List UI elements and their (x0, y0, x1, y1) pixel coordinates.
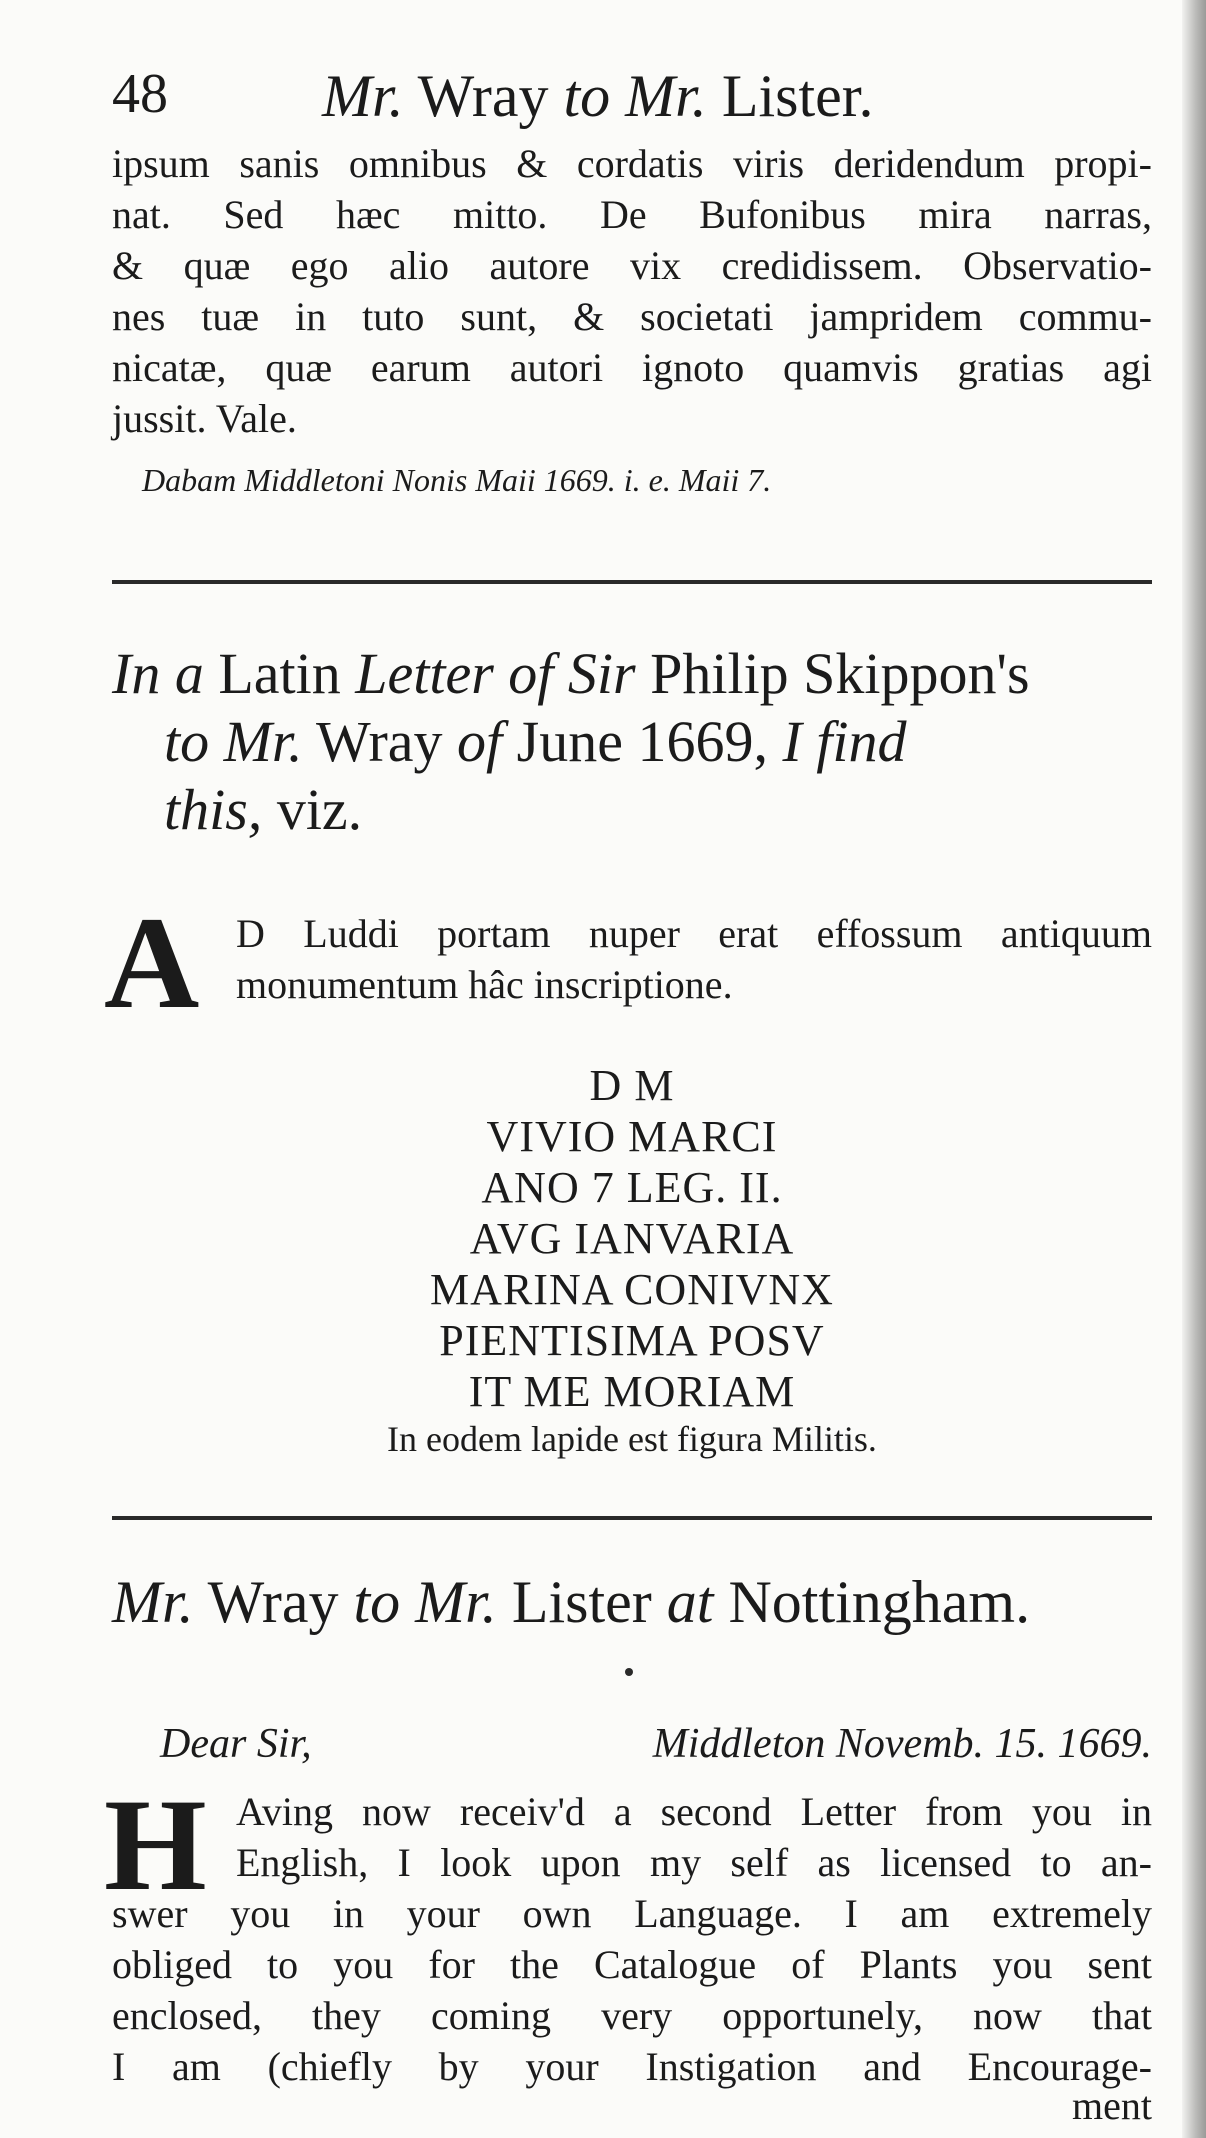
heading2-part: to (353, 1569, 401, 1635)
heading1-line-3 (112, 776, 1152, 844)
paragraph-1 (112, 138, 1152, 444)
para1-line: & quæ ego alio autore vix credidissem. Observatio- (112, 243, 1152, 288)
salutation-row (112, 1720, 1152, 1776)
running-head-mr2: Mr. (610, 63, 707, 129)
para2-line: D Luddi portam nuper erat effossum antiquum (236, 911, 1152, 956)
para3-line: English, I look upon my self as licensed to an- (236, 1840, 1152, 1885)
heading1-part: to Mr. (164, 709, 303, 774)
heading1-part: Philip Skippon's (635, 641, 1030, 706)
heading1-line-1 (112, 640, 1152, 708)
letter-date: Middleton Novemb. 15. 1669. (652, 1721, 1152, 1767)
inscription-line: D M (589, 1061, 675, 1110)
para1-line: nat. Sed hæc mitto. De Bufonibus mira narras, (112, 192, 1152, 237)
heading-skippon-letter (112, 640, 1152, 844)
salutation: Dear Sir, (160, 1721, 312, 1767)
para1-line: nicatæ, quæ earum autori ignoto quamvis gratias agi (112, 345, 1152, 390)
heading-wray-to-lister (112, 1568, 1152, 1636)
divider-rule-1 (112, 580, 1152, 584)
paragraph-3 (112, 1786, 1152, 2092)
ornament-dot (625, 1668, 633, 1676)
heading2-part: at (666, 1569, 714, 1635)
para3-line: I am (chiefly by your Instigation and Encourage- (112, 2044, 1152, 2089)
page-number: 48 (112, 63, 168, 125)
running-head-wray: Wray (403, 63, 564, 129)
divider-rule-2 (112, 1516, 1152, 1520)
heading1-part: this, (164, 777, 263, 842)
inscription-line: VIVIO MARCI (486, 1112, 778, 1161)
inscription-note: In eodem lapide est figura Militis. (387, 1419, 877, 1459)
heading1-part: I find (782, 709, 907, 774)
running-head-mr1: Mr. (322, 63, 404, 129)
heading2-part: Wray (193, 1569, 354, 1635)
inscription-line: MARINA CONIVNX (430, 1265, 834, 1314)
heading2-part: Mr. (400, 1569, 497, 1635)
heading1-line-2 (112, 708, 1152, 776)
inscription-line: PIENTISIMA POSV (439, 1316, 825, 1365)
heading1-part: of (457, 709, 503, 774)
inscription-line: ANO 7 LEG. II. (481, 1163, 783, 1212)
inscription-line: IT ME MORIAM (468, 1367, 796, 1416)
heading1-part: June 1669, (502, 709, 783, 774)
para2-line: monumentum hâc inscriptione. (236, 962, 733, 1007)
inscription (112, 1060, 1152, 1417)
heading2-part: Lister (496, 1569, 667, 1635)
heading2-line (112, 1568, 1152, 1636)
heading1-part: viz. (262, 777, 363, 842)
para3-line: enclosed, they coming very opportunely, now that (112, 1993, 1152, 2038)
para3-line: obliged to you for the Catalogue of Plants you sent (112, 1942, 1152, 1987)
para1-line: nes tuæ in tuto sunt, & societati jampridem commu- (112, 294, 1152, 339)
page-edge-shadow (1182, 0, 1206, 2138)
dateline: Dabam Middletoni Nonis Maii 1669. i. e. Maii 7. (142, 462, 772, 498)
para3-line: Aving now receiv'd a second Letter from you in (236, 1789, 1152, 1834)
heading1-part: Letter of Sir (355, 641, 636, 706)
page-header (112, 62, 1152, 142)
paragraph-2 (236, 908, 1152, 1010)
inscription-line: AVG IANVARIA (469, 1214, 795, 1263)
running-head (322, 62, 873, 131)
heading2-part: Nottingham. (713, 1569, 1031, 1635)
running-head-lister: Lister. (706, 63, 874, 129)
heading2-part: Mr. (112, 1569, 194, 1635)
drop-cap-h: H (104, 1771, 207, 1918)
heading1-part: Latin (203, 641, 356, 706)
catchword: ment (1072, 2083, 1152, 2128)
heading1-part: In a (112, 641, 204, 706)
para3-line: swer you in your own Language. I am extremely (112, 1891, 1152, 1936)
para1-line: jussit. Vale. (112, 396, 297, 441)
para1-line: ipsum sanis omnibus & cordatis viris deridendum propi- (112, 141, 1152, 186)
running-head-to: to (563, 63, 611, 129)
drop-cap-a: A (104, 889, 200, 1036)
heading1-part: Wray (302, 709, 458, 774)
